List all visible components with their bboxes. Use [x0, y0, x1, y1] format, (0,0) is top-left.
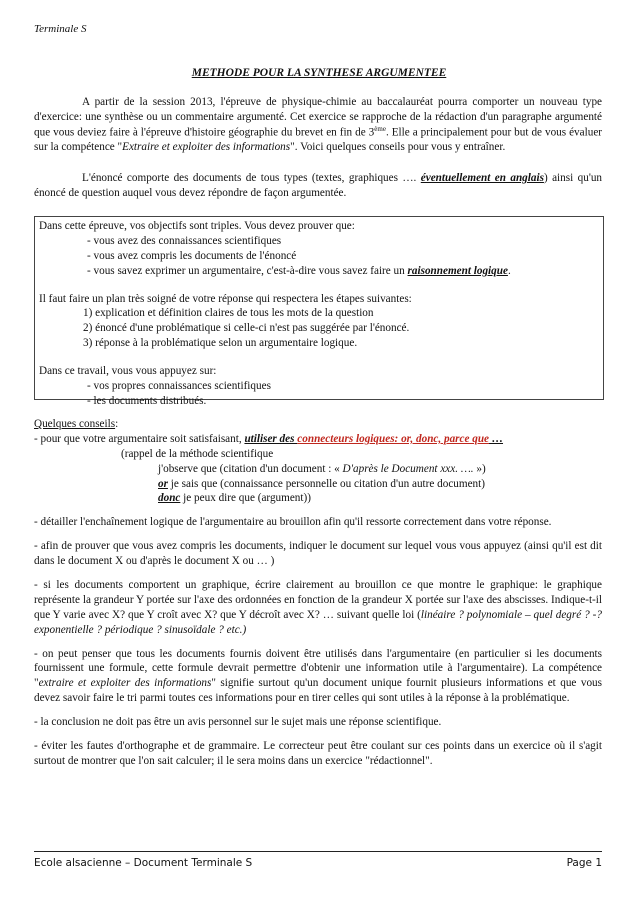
tip-connectors: - pour que votre argumentaire soit satisfaisant, utiliser des connecteurs logiques: or, donc, parce que …: [34, 432, 504, 445]
objective-item: - vous avez compris les documents de l'énoncé: [87, 249, 297, 262]
tip-item: - éviter les fautes d'orthographe et de grammaire. Le correcteur peut être coulant sur ces points dans un exercice où il s'agit surtout de montrer que l'on sait calculer; il le sera moins dans un exercice "rédactionnel".: [34, 740, 602, 767]
step-item: 2) énoncé d'une problématique si celle-ci n'est pas suggérée par l'énoncé.: [83, 322, 410, 335]
tip-item: - si les documents comportent un graphique, écrire clairement au brouillon ce que montre le graphique: le graphique représente la grandeur Y portée sur l'axe des ordonnées en fonction de la grandeur X portée sur l'axe des abscisses. Indique-t-il que Y varie avec X? que Y croît avec X? que Y décroît avec X? … suivant quelle loi (linéaire ? polynomiale – quel degré ? -? exponentielle ? périodique ? sinusoïdale ? etc.): [34, 579, 602, 636]
step-item: 1) explication et définition claires de tous les mots de la question: [83, 307, 374, 320]
method-step: j'observe que (citation d'un document : « D'après le Document xxx. …. »): [158, 462, 486, 475]
tip-item: - détailler l'enchaînement logique de l'argumentaire au brouillon afin qu'il ressorte correctement dans votre réponse.: [34, 516, 552, 529]
tips-heading: Quelques conseils:: [34, 418, 119, 430]
support-intro: Dans ce travail, vous vous appuyez sur:: [39, 365, 217, 378]
tip-item: - on peut penser que tous les documents fournis doivent être utilisés dans l'argumentaire (en particulier si les documents fournissent une formule, cette formule devrait permettre d'obtenir une information utile à l'argumentaire). La compétence "extraire et exploiter des informations" signifie surtout qu'un document unique fournit plusieurs informations et que vous devez savoir faire le tri parmi toutes ces informations pour en tirer celles qui sont utiles à la réponse à la problématique.: [34, 647, 602, 705]
method-step: or je sais que (connaissance personnelle ou citation d'un autre document): [158, 477, 485, 490]
page-header: Terminale S: [34, 23, 87, 35]
method-step: donc je peux dire que (argument)): [158, 492, 311, 505]
intro-paragraph: A partir de la session 2013, l'épreuve de physique-chimie au baccalauréat pourra comporter un nouveau type d'exercice: une synthèse ou un commentaire argumenté. Cet exercice se rapproche de la rédaction d'un paragraphe argumenté que vous deviez faire à l'épreuve d'histoire géographie du brevet en fin de 3ème. Elle a principalement pour but de vous évaluer sur la compétence "Extraire et exploiter des informations". Voici quelques conseils pour vous y entraîner.: [34, 96, 603, 154]
tip-item: - la conclusion ne doit pas être un avis personnel sur le sujet mais une réponse scientifique.: [34, 716, 442, 729]
objectives-intro: Dans cette épreuve, vos objectifs sont triples. Vous devez prouver que:: [39, 220, 355, 232]
tips-section: [34, 417, 602, 769]
objectives-box: [34, 216, 604, 407]
page-title: METHODE POUR LA SYNTHESE ARGUMENTEE: [191, 67, 447, 79]
documents-paragraph: L'énoncé comporte des documents de tous types (textes, graphiques …. éventuellement en anglais) ainsi qu'un énoncé de question auquel vous devez répondre de façon argumentée.: [34, 172, 603, 199]
objective-item: - vous savez exprimer un argumentaire, c'est-à-dire vous savez faire un raisonnement logique.: [87, 264, 511, 277]
page-footer: [34, 851, 602, 871]
page-number: Page 1: [566, 857, 602, 869]
support-item: - vos propres connaissances scientifiques: [87, 380, 271, 393]
method-recall: (rappel de la méthode scientifique: [121, 447, 274, 460]
objective-item: - vous avez des connaissances scientifiques: [87, 234, 282, 247]
tip-item: - afin de prouver que vous avez compris les documents, indiquer le document sur lequel vous vous appuyez (ainsi qu'il est dit dans le document X ou d'après le document X ou … ): [34, 540, 602, 568]
steps-intro: Il faut faire un plan très soigné de votre réponse qui respectera les étapes suivantes:: [39, 292, 412, 305]
support-item: - les documents distribués.: [87, 394, 207, 407]
footer-left: Ecole alsacienne – Document Terminale S: [34, 857, 253, 869]
step-item: 3) réponse à la problématique selon un argumentaire logique.: [83, 337, 358, 350]
